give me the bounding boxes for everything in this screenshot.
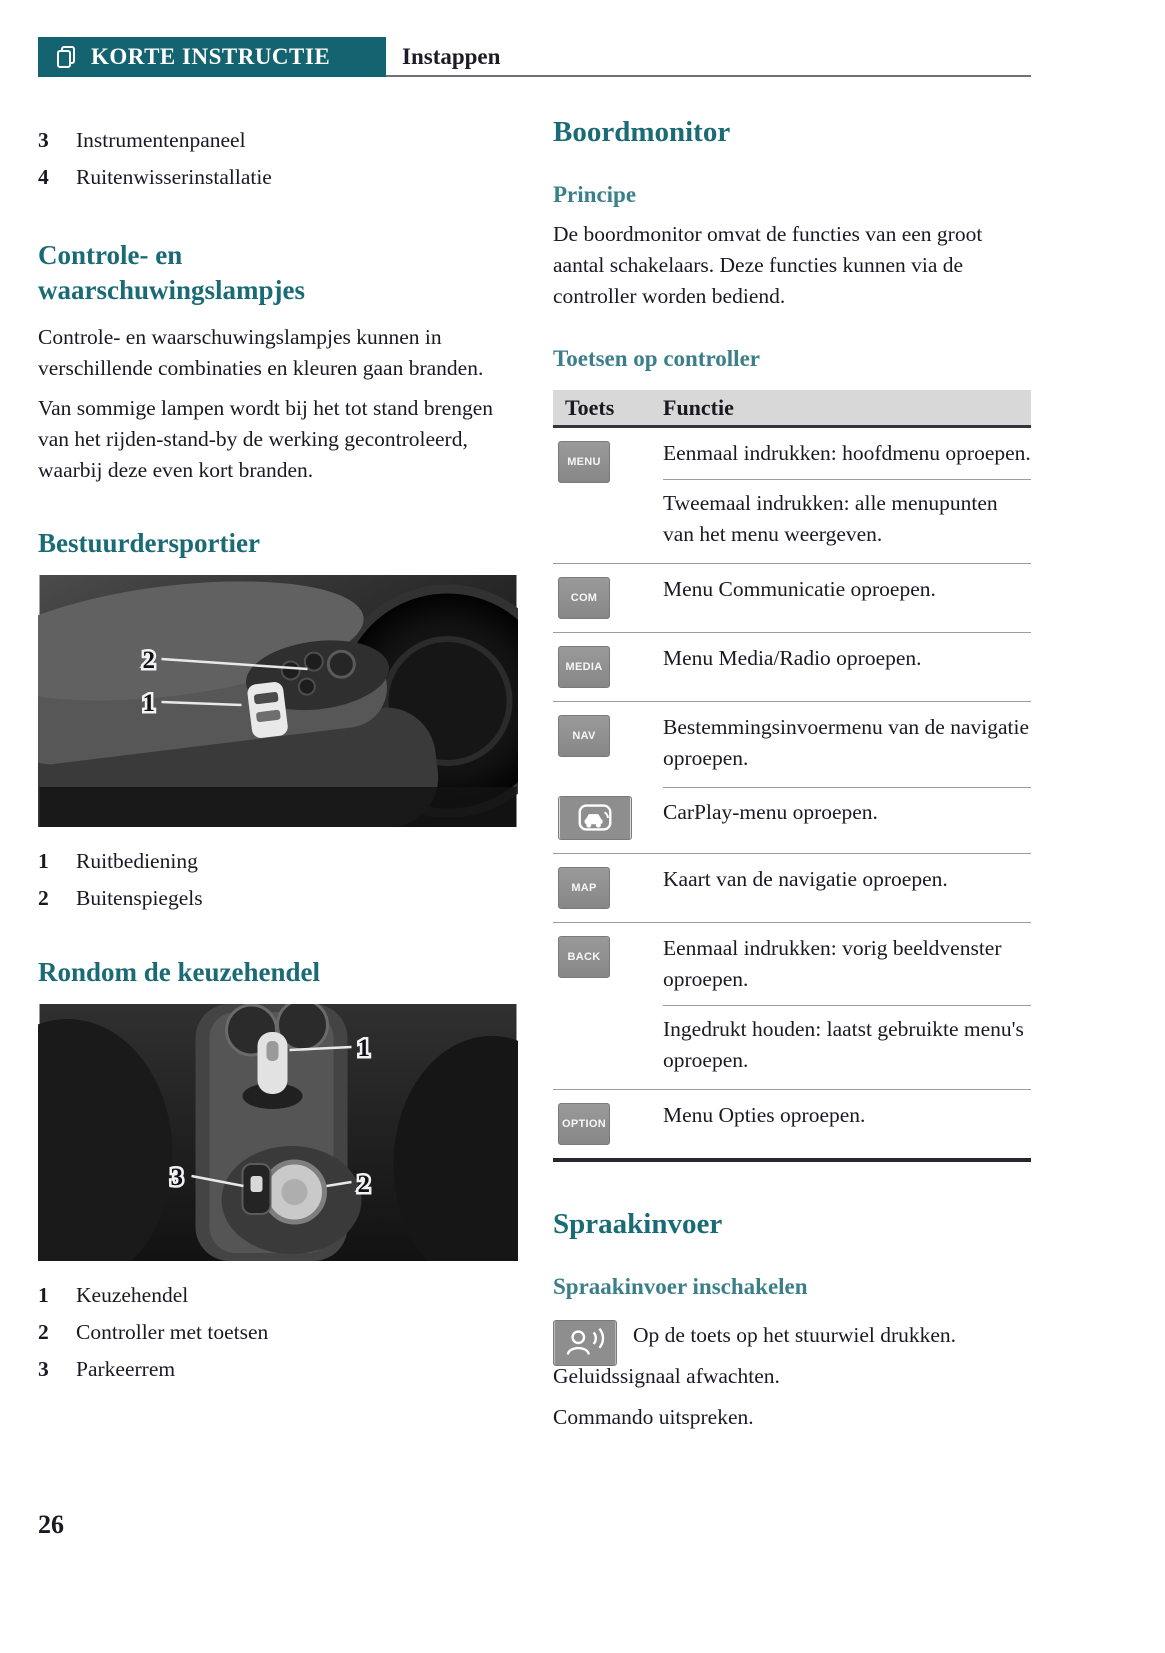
voice-step-2: Geluidssignaal afwachten.: [553, 1364, 780, 1388]
list-item: [38, 159, 518, 196]
console-legend: [38, 1277, 518, 1388]
list-item-label: Parkeerrem: [76, 1357, 176, 1381]
key-function-text: Tweemaal indrukken: alle menupunten van het menu weergeven.: [663, 479, 1031, 550]
key-function-text: Menu Media/Radio oproepen.: [663, 646, 922, 670]
voice-step-text: Op de toets op het stuurwiel drukken.: [633, 1323, 957, 1347]
list-item-number: 1: [38, 849, 49, 873]
left-column: [38, 110, 518, 1388]
key-function-text: Menu Communicatie oproepen.: [663, 577, 936, 601]
door-panel-photo: [38, 575, 518, 827]
nav-key: NAV: [558, 715, 610, 757]
list-item-number: 3: [38, 128, 49, 152]
chapter-badge: [38, 37, 386, 77]
board-monitor-heading: Boordmonitor: [553, 116, 731, 148]
chapter-badge-label: KORTE INSTRUCTIE: [91, 44, 331, 69]
callout-number: 3: [170, 1164, 183, 1191]
key-function-text: Bestemmingsinvoermenu van de navigatie oproepen.: [663, 715, 1030, 770]
table-row: [553, 563, 1031, 632]
list-item-label: Ruitbediening: [76, 849, 198, 873]
voice-step-1: [553, 1320, 1031, 1351]
warning-lamps-paragraph: Controle- en waarschuwingslampjes kunnen in verschillende combinaties en kleuren gaan branden.: [38, 325, 484, 380]
callout-number: 2: [357, 1171, 370, 1198]
media-key: MEDIA: [558, 646, 610, 688]
list-item-number: 1: [38, 1283, 49, 1307]
callout-number: 2: [142, 647, 155, 674]
list-item-label: Instrumentenpaneel: [76, 128, 246, 152]
list-item: [38, 1351, 518, 1388]
list-item: [38, 1314, 518, 1351]
warning-lamps-heading: Controle- en waarschuwingslampjes: [38, 240, 306, 305]
callout-number: 1: [357, 1035, 370, 1062]
key-function-text: Eenmaal indrukken: vorig beeldvenster oproepen.: [663, 936, 1002, 991]
table-row: [553, 922, 1031, 1089]
list-item: [38, 880, 518, 917]
list-item: [38, 1277, 518, 1314]
back-key: BACK: [558, 936, 610, 978]
driver-door-heading: Bestuurdersportier: [38, 528, 260, 558]
document-pages-icon: [54, 45, 78, 69]
table-row: [553, 787, 1031, 853]
section-title: Instappen: [402, 44, 501, 69]
right-column: [553, 110, 1031, 1433]
carplay-icon: [558, 796, 663, 840]
voice-input-heading: Spraakinvoer: [553, 1208, 723, 1240]
menu-key: MENU: [558, 441, 610, 483]
table-row: [553, 853, 1031, 922]
callout-number: 1: [142, 690, 155, 717]
page-number: 26: [38, 1510, 64, 1539]
list-item-number: 3: [38, 1357, 49, 1381]
list-item: [38, 122, 518, 159]
table-row: [553, 1089, 1031, 1158]
principle-paragraph: De boordmonitor omvat de functies van een groot aantal schakelaars. Deze functies kunnen via de controller worden bediend.: [553, 222, 983, 308]
table-row: [553, 632, 1031, 701]
instrument-list: [38, 122, 518, 196]
table-row: [553, 428, 1031, 563]
principle-heading: Principe: [553, 182, 637, 207]
list-item-label: Buitenspiegels: [76, 886, 203, 910]
voice-step-3: Commando uitspreken.: [553, 1405, 754, 1429]
map-key: MAP: [558, 867, 610, 909]
table-bottom-rule: [553, 1158, 1031, 1162]
table-header-row: [553, 390, 1031, 428]
gear-selector-heading: Rondom de keuzehendel: [38, 957, 321, 987]
table-row: [553, 701, 1031, 787]
warning-lamps-paragraph: Van sommige lampen wordt bij het tot stand brengen van het rijden-stand-by de werking gecontroleerd, waarbij deze even kort branden.: [38, 396, 493, 482]
key-function-text: Eenmaal indrukken: hoofdmenu oproepen.: [663, 441, 1031, 465]
door-legend: [38, 843, 518, 917]
option-key: OPTION: [558, 1103, 610, 1145]
list-item-label: Ruitenwisserinstallatie: [76, 165, 272, 189]
column-header-function: Functie: [663, 394, 734, 420]
key-function-text: Kaart van de navigatie oproepen.: [663, 867, 948, 891]
key-function-text: CarPlay-menu oproepen.: [663, 800, 878, 824]
list-item-label: Controller met toetsen: [76, 1320, 269, 1344]
com-key: COM: [558, 577, 610, 619]
controller-keys-table: [553, 390, 1031, 1162]
voice-input-icon: [553, 1320, 617, 1366]
column-header-key: Toets: [565, 394, 615, 420]
key-function-text: Menu Opties oproepen.: [663, 1103, 866, 1127]
list-item-number: 2: [38, 1320, 49, 1344]
list-item-number: 4: [38, 165, 49, 189]
center-console-photo: [38, 1004, 518, 1261]
list-item-number: 2: [38, 886, 49, 910]
voice-enable-heading: Spraakinvoer inschakelen: [553, 1274, 808, 1299]
list-item: [38, 843, 518, 880]
controller-keys-heading: Toetsen op controller: [553, 346, 760, 371]
key-function-text: Ingedrukt houden: laatst gebruikte menu's oproepen.: [663, 1005, 1031, 1076]
list-item-label: Keuzehendel: [76, 1283, 189, 1307]
